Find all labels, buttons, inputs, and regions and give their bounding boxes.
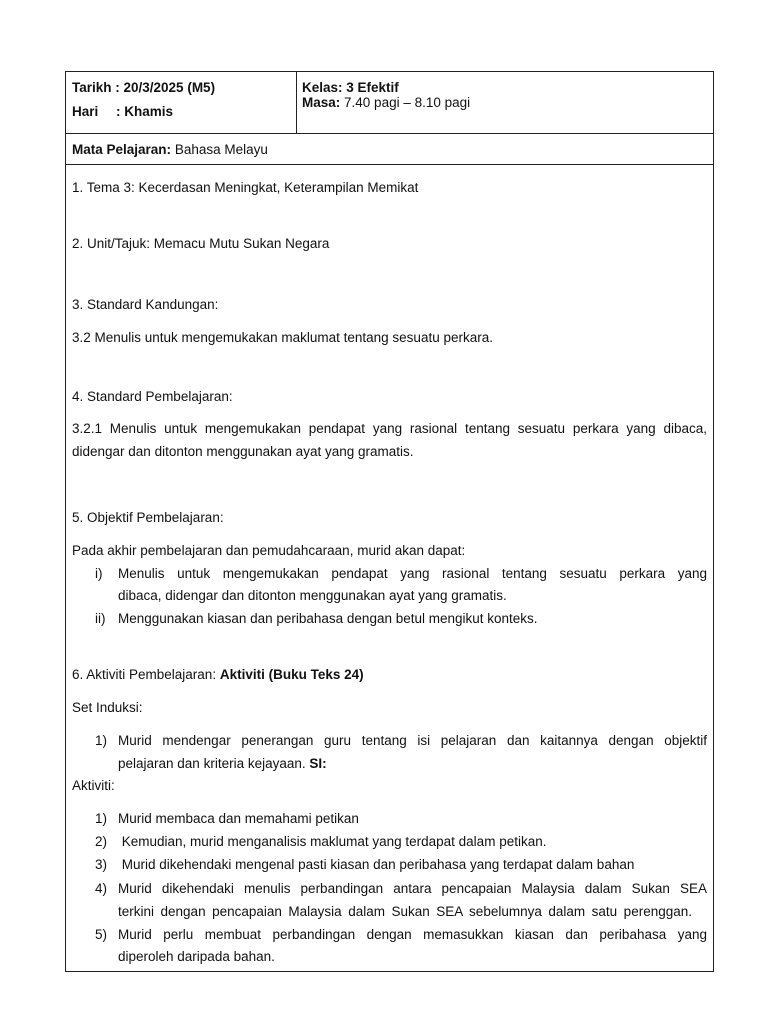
row-divider: [66, 133, 713, 134]
unit-line: 2. Unit/Tajuk: Memacu Mutu Sukan Negara: [72, 236, 330, 251]
standard-pembelajaran-heading: 4. Standard Pembelajaran:: [72, 389, 233, 404]
list-item-number: 1): [95, 811, 108, 826]
set-induksi-label: Set Induksi:: [72, 700, 143, 715]
kelas-label: Kelas: 3 Efektif: [302, 80, 399, 95]
list-item-number: 3): [95, 857, 108, 872]
list-item-number: ii): [95, 611, 106, 626]
column-divider: [296, 72, 297, 133]
aktiviti-item-4-line2: terkini dengan pencapaian Malaysia dalam Sukan SEA sebelumnya dalam satu perenggan.: [118, 904, 692, 919]
induksi-item-1-line1: Murid mendengar penerangan guru tentang isi pelajaran dan kaitannya dengan objektif: [118, 733, 707, 748]
list-item-number: 1): [95, 733, 108, 748]
induksi-item-1-bold: SI:: [309, 756, 327, 771]
list-item-number: 5): [95, 927, 108, 942]
induksi-item-1-text: pelajaran dan kriteria kejayaan.: [118, 756, 306, 771]
aktiviti-item-3: Murid dikehendaki mengenal pasti kiasan dan peribahasa yang terdapat dalam bahan: [118, 857, 635, 872]
standard-pembelajaran-line2: didengar dan ditonton menggunakan ayat yang gramatis.: [72, 444, 414, 459]
aktiviti-heading: 6. Aktiviti Pembelajaran:: [72, 667, 217, 682]
row-divider: [66, 164, 713, 165]
standard-pembelajaran-line1: 3.2.1 Menulis untuk mengemukakan pendapat yang rasional tentang sesuatu perkara yang dibaca,: [72, 421, 707, 436]
standard-kandungan-text: 3.2 Menulis untuk mengemukakan maklumat tentang sesuatu perkara.: [72, 330, 493, 345]
aktiviti-item-2: Kemudian, murid menganalisis maklumat yang terdapat dalam petikan.: [118, 834, 547, 849]
objektif-intro: Pada akhir pembelajaran dan pemudahcaraan, murid akan dapat:: [72, 543, 466, 558]
masa-label: Masa:: [302, 95, 341, 110]
objektif-item-1-line2: dibaca, didengar dan ditonton menggunakan ayat yang gramatis.: [118, 588, 507, 603]
hari-value: : Khamis: [116, 104, 174, 119]
masa-line: [302, 94, 470, 111]
list-item-number: 4): [95, 881, 108, 896]
aktiviti-heading-line: [72, 666, 364, 683]
masa-value: 7.40 pagi – 8.10 pagi: [344, 95, 471, 110]
aktiviti-item-1: Murid membaca dan memahami petikan: [118, 811, 359, 826]
subject-value: Bahasa Melayu: [174, 142, 268, 157]
tema-line: 1. Tema 3: Kecerdasan Meningkat, Keterampilan Memikat: [72, 180, 419, 195]
list-item-number: 2): [95, 834, 108, 849]
subject-label: Mata Pelajaran:: [72, 142, 172, 157]
list-item-number: i): [95, 566, 103, 581]
aktiviti-bold: Aktiviti (Buku Teks 24): [219, 667, 364, 682]
objektif-item-1-line1: Menulis untuk mengemukakan pendapat yang rasional tentang sesuatu perkara yang: [118, 566, 707, 581]
aktiviti-item-5-line2: diperoleh daripada bahan.: [118, 949, 275, 964]
aktiviti-item-5-line1: Murid perlu membuat perbandingan dengan memasukkan kiasan dan peribahasa yang: [118, 927, 707, 942]
aktiviti-label: Aktiviti:: [72, 778, 115, 793]
tarikh-label: Tarikh : 20/3/2025 (M5): [72, 80, 216, 95]
objektif-item-2-line1: Menggunakan kiasan dan peribahasa dengan betul mengikut konteks.: [118, 611, 538, 626]
subject-line: [72, 141, 268, 158]
aktiviti-item-4-line1: Murid dikehendaki menulis perbandingan antara pencapaian Malaysia dalam Sukan SEA: [118, 881, 707, 896]
hari-label: Hari: [72, 104, 99, 119]
objektif-heading: 5. Objektif Pembelajaran:: [72, 510, 224, 525]
induksi-item-1-line2: [118, 755, 327, 772]
standard-kandungan-heading: 3. Standard Kandungan:: [72, 297, 219, 312]
